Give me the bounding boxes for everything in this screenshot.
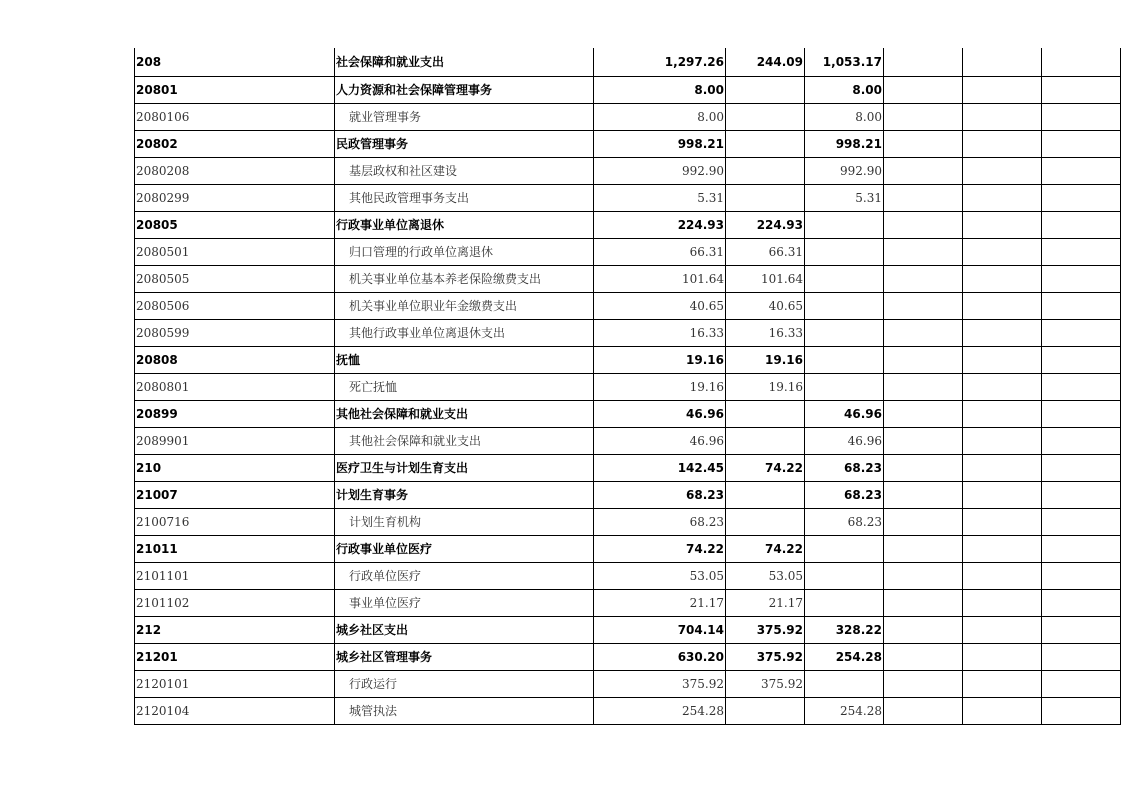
basic-expense-cell[interactable]	[726, 103, 805, 130]
name-cell[interactable]: 事业单位医疗	[335, 589, 594, 616]
empty-cell[interactable]	[1042, 211, 1121, 238]
empty-cell[interactable]	[884, 238, 963, 265]
total-cell[interactable]: 46.96	[594, 427, 726, 454]
project-expense-cell[interactable]: 8.00	[805, 103, 884, 130]
empty-cell[interactable]	[963, 103, 1042, 130]
empty-cell[interactable]	[884, 508, 963, 535]
code-cell[interactable]: 2080801	[135, 373, 335, 400]
total-cell[interactable]: 68.23	[594, 508, 726, 535]
name-cell[interactable]: 计划生育机构	[335, 508, 594, 535]
project-expense-cell[interactable]: 992.90	[805, 157, 884, 184]
code-cell[interactable]: 210	[135, 454, 335, 481]
code-cell[interactable]: 212	[135, 616, 335, 643]
empty-cell[interactable]	[1042, 535, 1121, 562]
name-cell[interactable]: 行政单位医疗	[335, 562, 594, 589]
basic-expense-cell[interactable]: 375.92	[726, 670, 805, 697]
total-cell[interactable]: 53.05	[594, 562, 726, 589]
total-cell[interactable]: 998.21	[594, 130, 726, 157]
empty-cell[interactable]	[963, 157, 1042, 184]
name-cell[interactable]: 行政事业单位离退休	[335, 211, 594, 238]
table-body	[135, 48, 1121, 724]
name-cell[interactable]: 计划生育事务	[335, 481, 594, 508]
project-expense-cell[interactable]	[805, 670, 884, 697]
table-row[interactable]	[135, 238, 1121, 265]
total-cell[interactable]: 101.64	[594, 265, 726, 292]
empty-cell[interactable]	[963, 508, 1042, 535]
empty-cell[interactable]	[884, 130, 963, 157]
empty-cell[interactable]	[884, 616, 963, 643]
project-expense-cell[interactable]: 68.23	[805, 481, 884, 508]
empty-cell[interactable]	[1042, 157, 1121, 184]
table-row[interactable]	[135, 265, 1121, 292]
empty-cell[interactable]	[963, 48, 1042, 76]
empty-cell[interactable]	[1042, 373, 1121, 400]
code-cell[interactable]: 2080599	[135, 319, 335, 346]
basic-expense-cell[interactable]: 74.22	[726, 535, 805, 562]
name-cell[interactable]: 机关事业单位职业年金缴费支出	[335, 292, 594, 319]
basic-expense-cell[interactable]: 375.92	[726, 643, 805, 670]
table-row[interactable]	[135, 670, 1121, 697]
empty-cell[interactable]	[963, 454, 1042, 481]
total-cell[interactable]: 66.31	[594, 238, 726, 265]
empty-cell[interactable]	[884, 265, 963, 292]
project-expense-cell[interactable]: 1,053.17	[805, 48, 884, 76]
empty-cell[interactable]	[1042, 319, 1121, 346]
name-cell[interactable]: 医疗卫生与计划生育支出	[335, 454, 594, 481]
table-row[interactable]	[135, 697, 1121, 724]
name-cell[interactable]: 城乡社区支出	[335, 616, 594, 643]
code-cell[interactable]: 2080501	[135, 238, 335, 265]
basic-expense-cell[interactable]	[726, 427, 805, 454]
table-row[interactable]	[135, 292, 1121, 319]
code-cell[interactable]: 21201	[135, 643, 335, 670]
basic-expense-cell[interactable]: 224.93	[726, 211, 805, 238]
basic-expense-cell[interactable]: 244.09	[726, 48, 805, 76]
empty-cell[interactable]	[1042, 265, 1121, 292]
empty-cell[interactable]	[963, 373, 1042, 400]
name-cell[interactable]: 行政运行	[335, 670, 594, 697]
project-expense-cell[interactable]: 254.28	[805, 643, 884, 670]
name-cell[interactable]: 城管执法	[335, 697, 594, 724]
total-cell[interactable]: 254.28	[594, 697, 726, 724]
project-expense-cell[interactable]: 328.22	[805, 616, 884, 643]
total-cell[interactable]: 19.16	[594, 346, 726, 373]
empty-cell[interactable]	[963, 670, 1042, 697]
empty-cell[interactable]	[884, 292, 963, 319]
name-cell[interactable]: 行政事业单位医疗	[335, 535, 594, 562]
basic-expense-cell[interactable]	[726, 76, 805, 103]
empty-cell[interactable]	[1042, 76, 1121, 103]
basic-expense-cell[interactable]	[726, 400, 805, 427]
empty-cell[interactable]	[884, 562, 963, 589]
code-cell[interactable]: 20802	[135, 130, 335, 157]
empty-cell[interactable]	[963, 130, 1042, 157]
name-cell[interactable]: 死亡抚恤	[335, 373, 594, 400]
table-row[interactable]	[135, 589, 1121, 616]
project-expense-cell[interactable]: 46.96	[805, 427, 884, 454]
project-expense-cell[interactable]: 46.96	[805, 400, 884, 427]
table-row[interactable]	[135, 400, 1121, 427]
empty-cell[interactable]	[1042, 103, 1121, 130]
empty-cell[interactable]	[884, 157, 963, 184]
project-expense-cell[interactable]	[805, 535, 884, 562]
table-row[interactable]	[135, 103, 1121, 130]
code-cell[interactable]: 2101101	[135, 562, 335, 589]
total-cell[interactable]: 74.22	[594, 535, 726, 562]
code-cell[interactable]: 2120101	[135, 670, 335, 697]
code-cell[interactable]: 20899	[135, 400, 335, 427]
empty-cell[interactable]	[884, 589, 963, 616]
project-expense-cell[interactable]: 68.23	[805, 508, 884, 535]
project-expense-cell[interactable]	[805, 265, 884, 292]
empty-cell[interactable]	[1042, 616, 1121, 643]
empty-cell[interactable]	[884, 400, 963, 427]
empty-cell[interactable]	[963, 319, 1042, 346]
project-expense-cell[interactable]	[805, 238, 884, 265]
project-expense-cell[interactable]	[805, 562, 884, 589]
table-row[interactable]	[135, 76, 1121, 103]
project-expense-cell[interactable]: 8.00	[805, 76, 884, 103]
basic-expense-cell[interactable]	[726, 130, 805, 157]
table-row[interactable]	[135, 454, 1121, 481]
total-cell[interactable]: 704.14	[594, 616, 726, 643]
empty-cell[interactable]	[963, 292, 1042, 319]
empty-cell[interactable]	[1042, 292, 1121, 319]
code-cell[interactable]: 20805	[135, 211, 335, 238]
basic-expense-cell[interactable]	[726, 481, 805, 508]
empty-cell[interactable]	[963, 589, 1042, 616]
total-cell[interactable]: 1,297.26	[594, 48, 726, 76]
project-expense-cell[interactable]	[805, 589, 884, 616]
empty-cell[interactable]	[1042, 454, 1121, 481]
empty-cell[interactable]	[884, 643, 963, 670]
project-expense-cell[interactable]: 5.31	[805, 184, 884, 211]
name-cell[interactable]: 其他民政管理事务支出	[335, 184, 594, 211]
table-row[interactable]	[135, 481, 1121, 508]
name-cell[interactable]: 民政管理事务	[335, 130, 594, 157]
empty-cell[interactable]	[963, 643, 1042, 670]
empty-cell[interactable]	[884, 48, 963, 76]
empty-cell[interactable]	[884, 211, 963, 238]
code-cell[interactable]: 2080299	[135, 184, 335, 211]
table-row[interactable]	[135, 319, 1121, 346]
code-cell[interactable]: 21011	[135, 535, 335, 562]
empty-cell[interactable]	[884, 481, 963, 508]
code-cell[interactable]: 2101102	[135, 589, 335, 616]
empty-cell[interactable]	[1042, 346, 1121, 373]
code-cell[interactable]: 2080208	[135, 157, 335, 184]
project-expense-cell[interactable]	[805, 319, 884, 346]
empty-cell[interactable]	[1042, 670, 1121, 697]
basic-expense-cell[interactable]	[726, 508, 805, 535]
total-cell[interactable]: 8.00	[594, 76, 726, 103]
empty-cell[interactable]	[884, 535, 963, 562]
code-cell[interactable]: 20801	[135, 76, 335, 103]
table-row[interactable]	[135, 562, 1121, 589]
name-cell[interactable]: 归口管理的行政单位离退休	[335, 238, 594, 265]
empty-cell[interactable]	[884, 454, 963, 481]
table-row[interactable]	[135, 616, 1121, 643]
project-expense-cell[interactable]	[805, 211, 884, 238]
budget-table	[134, 48, 1121, 725]
table-row[interactable]	[135, 184, 1121, 211]
basic-expense-cell[interactable]: 375.92	[726, 616, 805, 643]
name-cell[interactable]: 其他行政事业单位离退休支出	[335, 319, 594, 346]
code-cell[interactable]: 2080106	[135, 103, 335, 130]
empty-cell[interactable]	[1042, 508, 1121, 535]
empty-cell[interactable]	[884, 373, 963, 400]
empty-cell[interactable]	[1042, 697, 1121, 724]
total-cell[interactable]: 21.17	[594, 589, 726, 616]
name-cell[interactable]: 抚恤	[335, 346, 594, 373]
project-expense-cell[interactable]: 998.21	[805, 130, 884, 157]
empty-cell[interactable]	[884, 184, 963, 211]
empty-cell[interactable]	[963, 265, 1042, 292]
name-cell[interactable]: 基层政权和社区建设	[335, 157, 594, 184]
basic-expense-cell[interactable]: 16.33	[726, 319, 805, 346]
project-expense-cell[interactable]: 68.23	[805, 454, 884, 481]
code-cell[interactable]: 2080505	[135, 265, 335, 292]
empty-cell[interactable]	[1042, 130, 1121, 157]
empty-cell[interactable]	[884, 319, 963, 346]
basic-expense-cell[interactable]	[726, 697, 805, 724]
empty-cell[interactable]	[963, 184, 1042, 211]
name-cell[interactable]: 人力资源和社会保障管理事务	[335, 76, 594, 103]
basic-expense-cell[interactable]	[726, 184, 805, 211]
name-cell[interactable]: 社会保障和就业支出	[335, 48, 594, 76]
total-cell[interactable]: 992.90	[594, 157, 726, 184]
code-cell[interactable]: 20808	[135, 346, 335, 373]
project-expense-cell[interactable]	[805, 373, 884, 400]
empty-cell[interactable]	[963, 535, 1042, 562]
empty-cell[interactable]	[1042, 481, 1121, 508]
empty-cell[interactable]	[1042, 562, 1121, 589]
table-row[interactable]	[135, 643, 1121, 670]
total-cell[interactable]: 46.96	[594, 400, 726, 427]
basic-expense-cell[interactable]: 21.17	[726, 589, 805, 616]
basic-expense-cell[interactable]: 19.16	[726, 373, 805, 400]
basic-expense-cell[interactable]: 19.16	[726, 346, 805, 373]
empty-cell[interactable]	[1042, 48, 1121, 76]
code-cell[interactable]: 2089901	[135, 427, 335, 454]
code-cell[interactable]: 208	[135, 48, 335, 76]
total-cell[interactable]: 630.20	[594, 643, 726, 670]
empty-cell[interactable]	[1042, 400, 1121, 427]
project-expense-cell[interactable]: 254.28	[805, 697, 884, 724]
empty-cell[interactable]	[884, 697, 963, 724]
empty-cell[interactable]	[1042, 238, 1121, 265]
empty-cell[interactable]	[884, 103, 963, 130]
table-row[interactable]	[135, 427, 1121, 454]
empty-cell[interactable]	[963, 697, 1042, 724]
table-row[interactable]	[135, 346, 1121, 373]
basic-expense-cell[interactable]: 66.31	[726, 238, 805, 265]
empty-cell[interactable]	[884, 346, 963, 373]
empty-cell[interactable]	[963, 211, 1042, 238]
empty-cell[interactable]	[963, 400, 1042, 427]
empty-cell[interactable]	[1042, 427, 1121, 454]
empty-cell[interactable]	[963, 76, 1042, 103]
total-cell[interactable]: 68.23	[594, 481, 726, 508]
empty-cell[interactable]	[963, 346, 1042, 373]
table-row[interactable]	[135, 48, 1121, 76]
empty-cell[interactable]	[884, 670, 963, 697]
basic-expense-cell[interactable]: 74.22	[726, 454, 805, 481]
empty-cell[interactable]	[1042, 589, 1121, 616]
code-cell[interactable]: 21007	[135, 481, 335, 508]
total-cell[interactable]: 8.00	[594, 103, 726, 130]
empty-cell[interactable]	[963, 616, 1042, 643]
empty-cell[interactable]	[884, 427, 963, 454]
basic-expense-cell[interactable]	[726, 157, 805, 184]
total-cell[interactable]: 40.65	[594, 292, 726, 319]
code-cell[interactable]: 2100716	[135, 508, 335, 535]
total-cell[interactable]: 5.31	[594, 184, 726, 211]
project-expense-cell[interactable]	[805, 346, 884, 373]
total-cell[interactable]: 142.45	[594, 454, 726, 481]
empty-cell[interactable]	[963, 427, 1042, 454]
table-row[interactable]	[135, 508, 1121, 535]
project-expense-cell[interactable]	[805, 292, 884, 319]
name-cell[interactable]: 其他社会保障和就业支出	[335, 400, 594, 427]
table-row[interactable]	[135, 157, 1121, 184]
basic-expense-cell[interactable]: 53.05	[726, 562, 805, 589]
total-cell[interactable]: 375.92	[594, 670, 726, 697]
table-row[interactable]	[135, 535, 1121, 562]
name-cell[interactable]: 机关事业单位基本养老保险缴费支出	[335, 265, 594, 292]
basic-expense-cell[interactable]: 40.65	[726, 292, 805, 319]
total-cell[interactable]: 16.33	[594, 319, 726, 346]
empty-cell[interactable]	[963, 238, 1042, 265]
empty-cell[interactable]	[963, 562, 1042, 589]
empty-cell[interactable]	[884, 76, 963, 103]
empty-cell[interactable]	[963, 481, 1042, 508]
table-row[interactable]	[135, 211, 1121, 238]
name-cell[interactable]: 其他社会保障和就业支出	[335, 427, 594, 454]
empty-cell[interactable]	[1042, 643, 1121, 670]
code-cell[interactable]: 2120104	[135, 697, 335, 724]
name-cell[interactable]: 城乡社区管理事务	[335, 643, 594, 670]
empty-cell[interactable]	[1042, 184, 1121, 211]
total-cell[interactable]: 19.16	[594, 373, 726, 400]
table-row[interactable]	[135, 373, 1121, 400]
name-cell[interactable]: 就业管理事务	[335, 103, 594, 130]
total-cell[interactable]: 224.93	[594, 211, 726, 238]
basic-expense-cell[interactable]: 101.64	[726, 265, 805, 292]
code-cell[interactable]: 2080506	[135, 292, 335, 319]
table-row[interactable]	[135, 130, 1121, 157]
